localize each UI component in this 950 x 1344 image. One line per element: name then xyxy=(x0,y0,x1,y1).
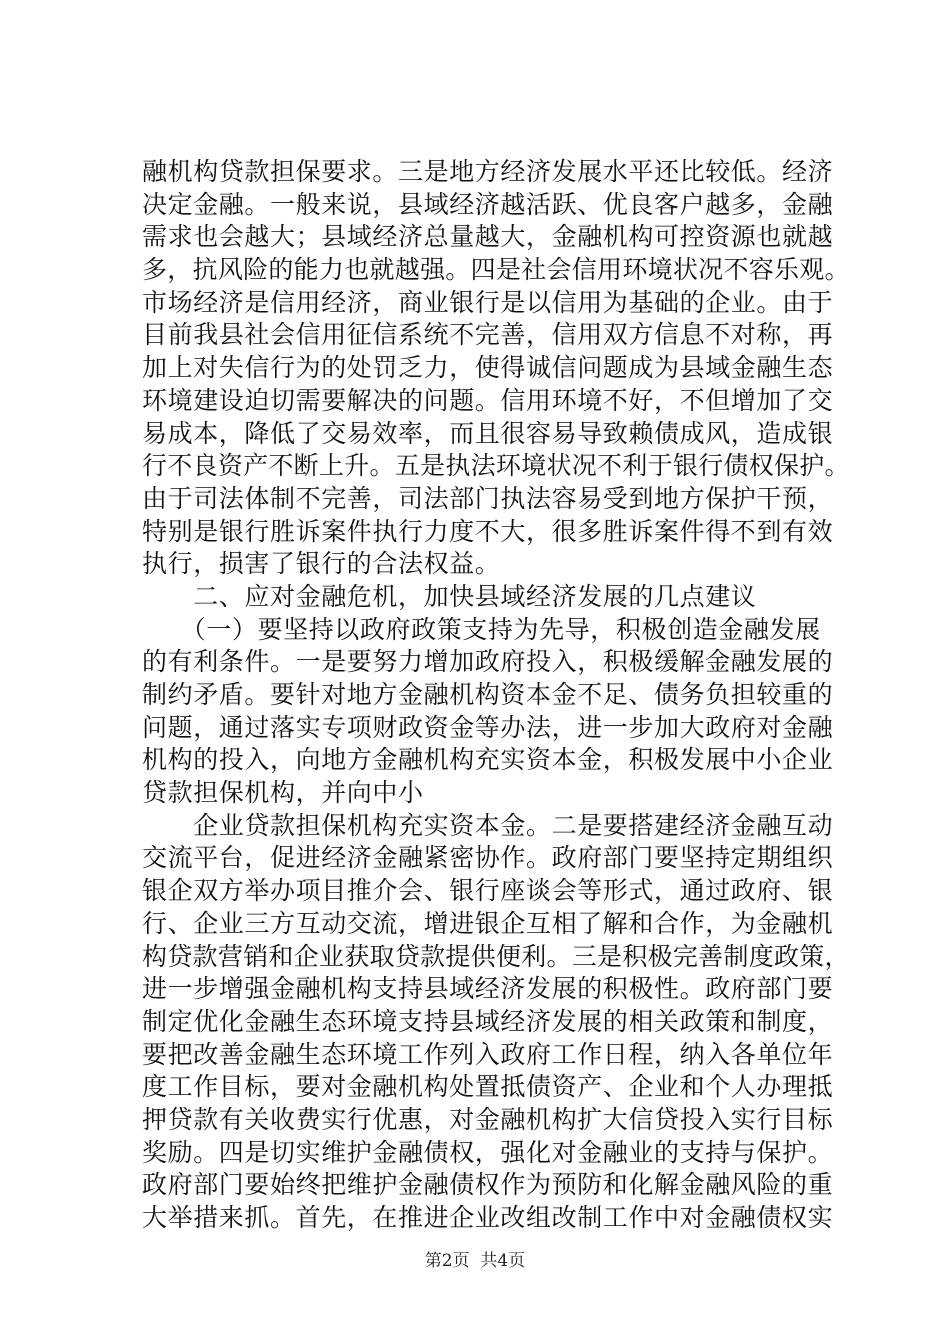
text-line: 执行，损害了银行的合法权益。 xyxy=(142,549,501,579)
text-line: 制约矛盾。要针对地方金融机构资本金不足、债务负担较重的 xyxy=(142,680,834,709)
text-line: 贷款担保机构，并向中小 xyxy=(142,778,424,808)
text-line: 目前我县社会信用征信系统不完善，信用双方信息不对称，再 xyxy=(142,320,834,350)
text-line: 需求也会越大；县域经济总量越大，金融机构可控资源也就越 xyxy=(142,222,834,252)
text-line: 押贷款有关收费实行优惠，对金融机构扩大信贷投入实行目标 xyxy=(142,1104,834,1134)
text-line: 由于司法体制不完善，司法部门执法容易受到地方保护干预， xyxy=(142,483,834,513)
text-line: 银企双方举办项目推介会、银行座谈会等形式，通过政府、银 xyxy=(142,876,834,906)
page-footer: 第2页 共4页 xyxy=(424,1251,526,1271)
text-line: 融机构贷款担保要求。三是地方经济发展水平还比较低。经济 xyxy=(142,157,834,186)
text-line: 市场经济是信用经济，商业银行是以信用为基础的企业。由于 xyxy=(142,287,834,317)
text-line: （一）要坚持以政府政策支持为先导，积极创造金融发展 xyxy=(142,614,821,644)
text-line: 大举措来抓。首先，在推进企业改组改制工作中对金融债权实 xyxy=(142,1203,834,1232)
text-line: 多，抗风险的能力也就越强。四是社会信用环境状况不容乐观。 xyxy=(142,255,850,285)
text-line: 制定优化金融生态环境支持县域经济发展的相关政策和制度， xyxy=(142,1006,834,1036)
text-line: 政府部门要始终把维护金融债权作为预防和化解金融风险的重 xyxy=(142,1170,834,1200)
text-line: 奖励。四是切实维护金融债权，强化对金融业的支持与保护。 xyxy=(142,1137,834,1167)
text-line: 环境建设迫切需要解决的问题。信用环境不好，不但增加了交 xyxy=(142,385,834,415)
text-line: 二、应对金融危机，加快县域经济发展的几点建议 xyxy=(142,581,757,611)
text-line: 易成本，降低了交易效率，而且很容易导致赖债成风，造成银 xyxy=(142,418,834,448)
text-line: 企业贷款担保机构充实资本金。二是要搭建经济金融互动 xyxy=(142,810,834,840)
text-line: 要把改善金融生态环境工作列入政府工作日程，纳入各单位年 xyxy=(142,1039,834,1069)
text-line: 行、企业三方互动交流，增进银企互相了解和合作，为金融机 xyxy=(142,908,834,938)
text-line: 决定金融。一般来说，县域经济越活跃、优良客户越多，金融 xyxy=(142,189,834,219)
text-line: 特别是银行胜诉案件执行力度不大，很多胜诉案件得不到有效 xyxy=(142,516,834,546)
text-line: 加上对失信行为的处罚乏力，使得诚信问题成为县域金融生态 xyxy=(142,353,834,383)
text-line: 问题，通过落实专项财政资金等办法，进一步加大政府对金融 xyxy=(142,712,834,742)
text-line: 的有利条件。一是要努力增加政府投入，积极缓解金融发展的 xyxy=(142,647,834,677)
text-line: 机构的投入，向地方金融机构充实资本金，积极发展中小企业 xyxy=(142,745,834,775)
body-text xyxy=(142,156,850,1235)
text-line: 行不良资产不断上升。五是执法环境状况不利于银行债权保护。 xyxy=(142,451,850,481)
text-line: 构贷款营销和企业获取贷款提供便利。三是积极完善制度政策， xyxy=(142,941,850,971)
text-line: 度工作目标，要对金融机构处置抵债资产、企业和个人办理抵 xyxy=(142,1072,834,1102)
text-line: 进一步增强金融机构支持县域经济发展的积极性。政府部门要 xyxy=(142,974,834,1004)
text-line: 交流平台，促进经济金融紧密协作。政府部门要坚持定期组织 xyxy=(142,843,834,873)
